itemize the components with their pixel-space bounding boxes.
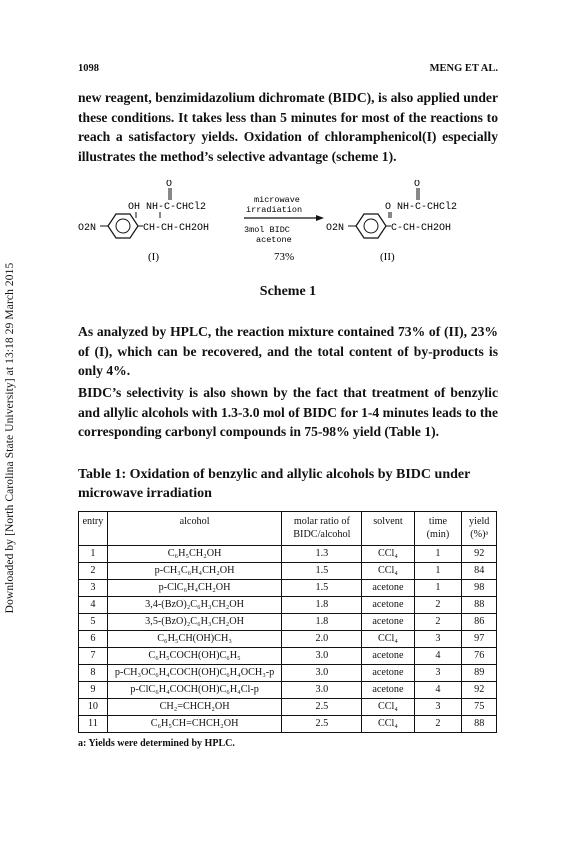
cell-solvent: acetone bbox=[362, 597, 414, 614]
arrow-label-reagent: 3mol BIDC bbox=[244, 225, 290, 235]
col-molar-ratio bbox=[282, 512, 362, 546]
cell-alcohol: p-ClC₆H₄COCH(OH)C₆H₄Cl-p bbox=[107, 682, 281, 699]
cell-time: 2 bbox=[414, 716, 462, 733]
aromatic-circle bbox=[364, 219, 378, 233]
reactant-carbonyl-o: O bbox=[166, 180, 173, 190]
product-nitro: O2N bbox=[326, 223, 345, 234]
table-row bbox=[79, 563, 497, 580]
cell-entry: 5 bbox=[79, 614, 108, 631]
col-yield-line2: (%)ᵃ bbox=[470, 529, 489, 540]
cell-solvent: acetone bbox=[362, 665, 414, 682]
cell-time: 3 bbox=[414, 631, 462, 648]
cell-yield: 84 bbox=[462, 563, 497, 580]
product-label: (II) bbox=[380, 251, 395, 263]
cell-alcohol: p-ClC₆H₄CH₂OH bbox=[107, 580, 281, 597]
cell-entry: 8 bbox=[79, 665, 108, 682]
reactant-bottom: CH-CH-CH2OH bbox=[143, 223, 210, 234]
cell-entry: 4 bbox=[79, 597, 108, 614]
cell-time: 4 bbox=[414, 648, 462, 665]
table-row bbox=[79, 546, 497, 563]
table-row bbox=[79, 580, 497, 597]
cell-ratio: 2.5 bbox=[282, 716, 362, 733]
cell-ratio: 3.0 bbox=[282, 648, 362, 665]
cell-time: 1 bbox=[414, 546, 462, 563]
cell-time: 3 bbox=[414, 699, 462, 716]
cell-yield: 97 bbox=[462, 631, 497, 648]
benzene-ring-icon bbox=[108, 214, 138, 238]
cell-entry: 7 bbox=[79, 648, 108, 665]
cell-entry: 9 bbox=[79, 682, 108, 699]
cell-alcohol: p-CH₃C₆H₄CH₂OH bbox=[107, 563, 281, 580]
col-time-line1: time bbox=[428, 516, 448, 527]
cell-solvent: CCl₄ bbox=[362, 563, 414, 580]
cell-solvent: CCl₄ bbox=[362, 716, 414, 733]
cell-alcohol: 3,5-(BzO)₂C₆H₃CH₂OH bbox=[107, 614, 281, 631]
col-time bbox=[414, 512, 462, 546]
cell-yield: 86 bbox=[462, 614, 497, 631]
cell-yield: 92 bbox=[462, 546, 497, 563]
reactant-label: (I) bbox=[148, 251, 159, 263]
cell-alcohol: 3,4-(BzO)₂C₆H₃CH₂OH bbox=[107, 597, 281, 614]
results-table bbox=[78, 511, 497, 733]
cell-ratio: 3.0 bbox=[282, 682, 362, 699]
cell-ratio: 2.0 bbox=[282, 631, 362, 648]
cell-ratio: 1.8 bbox=[282, 614, 362, 631]
col-molar-line2: BIDC/alcohol bbox=[293, 529, 351, 540]
cell-entry: 10 bbox=[79, 699, 108, 716]
cell-entry: 6 bbox=[79, 631, 108, 648]
cell-alcohol: C₆H₅CH=CHCH₂OH bbox=[107, 716, 281, 733]
cell-time: 2 bbox=[414, 614, 462, 631]
table-row bbox=[79, 699, 497, 716]
table-row bbox=[79, 716, 497, 733]
cell-entry: 1 bbox=[79, 546, 108, 563]
cell-yield: 88 bbox=[462, 716, 497, 733]
cell-alcohol: p-CH₃OC₆H₄COCH(OH)C₆H₄OCH₃-p bbox=[107, 665, 281, 682]
cell-entry: 11 bbox=[79, 716, 108, 733]
cell-solvent: acetone bbox=[362, 648, 414, 665]
product-top: O NH-C-CHCl2 bbox=[385, 202, 458, 213]
col-yield bbox=[462, 512, 497, 546]
cell-time: 3 bbox=[414, 665, 462, 682]
running-title: MENG ET AL. bbox=[429, 63, 498, 74]
arrow-label-irradiation: irradiation bbox=[246, 205, 303, 215]
download-note: Downloaded by [North Carolina State University] at 13:18 29 March 2015 bbox=[4, 262, 16, 614]
cell-time: 1 bbox=[414, 580, 462, 597]
table-row bbox=[79, 665, 497, 682]
table-row bbox=[79, 682, 497, 699]
arrow-label-solvent: acetone bbox=[256, 235, 292, 245]
arrow-label-microwave: microwave bbox=[254, 195, 300, 205]
cell-time: 2 bbox=[414, 597, 462, 614]
cell-alcohol: C₆H₅COCH(OH)C₆H₅ bbox=[107, 648, 281, 665]
cell-yield: 98 bbox=[462, 580, 497, 597]
aromatic-circle bbox=[116, 219, 130, 233]
intro-paragraph: new reagent, benzimidazolium dichromate (BIDC), is also applied under these conditions. It takes less than 5 minutes for most of the reactions to reach a satisfactory yields. Oxidation of chloramphenicol(I) especially illustrates the method’s selective advantage (scheme 1). bbox=[78, 90, 498, 164]
cell-yield: 92 bbox=[462, 682, 497, 699]
cell-alcohol: CH₂=CHCH₂OH bbox=[107, 699, 281, 716]
benzene-ring-icon bbox=[356, 214, 386, 238]
reactant-nitro: O2N bbox=[78, 223, 97, 234]
reactant-top: OH NH-C-CHCl2 bbox=[128, 202, 207, 213]
product-bottom: C-CH-CH2OH bbox=[391, 223, 452, 234]
analysis-paragraph: As analyzed by HPLC, the reaction mixture contained 73% of (II), 23% of (I), which can be recovered, and the total content of by-products is only 4%. bbox=[78, 324, 498, 379]
cell-time: 1 bbox=[414, 563, 462, 580]
cell-solvent: CCl₄ bbox=[362, 631, 414, 648]
product-carbonyl-o: O bbox=[414, 180, 421, 190]
col-alcohol: alcohol bbox=[107, 512, 281, 546]
cell-ratio: 1.5 bbox=[282, 580, 362, 597]
col-time-line2: (min) bbox=[426, 529, 450, 540]
cell-solvent: acetone bbox=[362, 682, 414, 699]
table-caption: Table 1: Oxidation of benzylic and allylic alcohols by BIDC under microwave irradiation bbox=[78, 467, 471, 501]
cell-alcohol: C₆H₅CH₂OH bbox=[107, 546, 281, 563]
table-body bbox=[79, 546, 497, 733]
cell-solvent: CCl₄ bbox=[362, 546, 414, 563]
col-solvent: solvent bbox=[362, 512, 414, 546]
cell-alcohol: C₆H₅CH(OH)CH₃ bbox=[107, 631, 281, 648]
cell-yield: 75 bbox=[462, 699, 497, 716]
cell-yield: 76 bbox=[462, 648, 497, 665]
cell-ratio: 1.3 bbox=[282, 546, 362, 563]
table-footnote: a: Yields were determined by HPLC. bbox=[78, 738, 235, 749]
yield-label: 73% bbox=[274, 251, 295, 263]
table-row bbox=[79, 631, 497, 648]
table-row bbox=[79, 648, 497, 665]
cell-yield: 89 bbox=[462, 665, 497, 682]
col-molar-line1: molar ratio of bbox=[293, 516, 350, 527]
selectivity-paragraph: BIDC’s selectivity is also shown by the fact that treatment of benzylic and allylic alcohols with 1.3-3.0 mol of BIDC for 1-4 minutes leads to the corresponding carbonyl compounds in 75-98% yield (Table 1). bbox=[78, 385, 498, 440]
table-header-row bbox=[79, 512, 497, 546]
table-row bbox=[79, 614, 497, 631]
cell-entry: 2 bbox=[79, 563, 108, 580]
cell-yield: 88 bbox=[462, 597, 497, 614]
table-row bbox=[79, 597, 497, 614]
scheme-caption: Scheme 1 bbox=[259, 284, 317, 299]
cell-solvent: acetone bbox=[362, 580, 414, 597]
page-number: 1098 bbox=[78, 63, 99, 74]
col-entry: entry bbox=[79, 512, 108, 546]
cell-ratio: 1.5 bbox=[282, 563, 362, 580]
arrowhead-icon bbox=[316, 215, 324, 221]
cell-time: 4 bbox=[414, 682, 462, 699]
cell-solvent: acetone bbox=[362, 614, 414, 631]
cell-solvent: CCl₄ bbox=[362, 699, 414, 716]
col-yield-line1: yield bbox=[469, 516, 490, 527]
cell-ratio: 3.0 bbox=[282, 665, 362, 682]
cell-ratio: 1.8 bbox=[282, 597, 362, 614]
cell-entry: 3 bbox=[79, 580, 108, 597]
cell-ratio: 2.5 bbox=[282, 699, 362, 716]
